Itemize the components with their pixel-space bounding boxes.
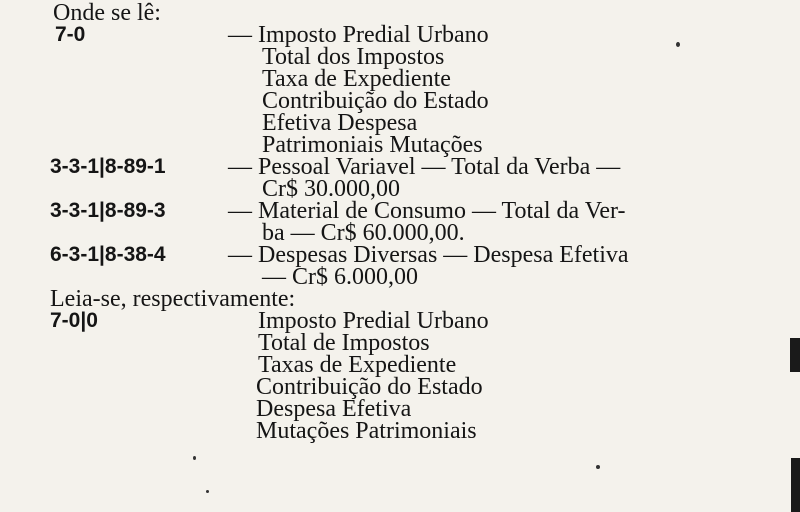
row-text: Despesa Efetiva — [256, 396, 412, 422]
row-text: Total de Impostos — [258, 330, 430, 356]
row-text: Mutações Patrimoniais — [256, 418, 477, 444]
row-text: — Pessoal Variavel — Total da Verba — — [228, 154, 621, 180]
row-text: Efetiva Despesa — [262, 110, 418, 136]
budget-code: 7-0 — [55, 23, 86, 46]
margin-ink-mark — [791, 458, 800, 512]
margin-ink-mark — [790, 338, 800, 372]
row-text: Taxa de Expediente — [262, 66, 451, 92]
budget-code: 7-0|0 — [50, 309, 98, 332]
row-text: — Imposto Predial Urbano — [228, 22, 489, 48]
row-text: Cr$ 30.000,00 — [262, 176, 400, 202]
intro-heading: Onde se lê: — [53, 0, 161, 26]
budget-code: 3-3-1|8-89-3 — [50, 199, 166, 222]
ink-speck — [596, 465, 600, 469]
ink-speck — [676, 42, 680, 47]
budget-code: 6-3-1|8-38-4 — [50, 243, 166, 266]
row-text: Patrimoniais Mutações — [262, 132, 483, 158]
row-text: — Material de Consumo — Total da Ver- — [228, 198, 626, 224]
row-text: — Despesas Diversas — Despesa Efetiva — [228, 242, 629, 268]
correction-heading: Leia-se, respectivamente: — [50, 286, 296, 312]
ink-speck — [193, 456, 196, 460]
ink-speck — [206, 490, 209, 493]
row-text: Taxas de Expediente — [258, 352, 457, 378]
row-text: Imposto Predial Urbano — [258, 308, 489, 334]
row-text: Contribuição do Estado — [256, 374, 483, 400]
row-text: Total dos Impostos — [262, 44, 445, 70]
budget-code: 3-3-1|8-89-1 — [50, 155, 166, 178]
row-text: Contribuição do Estado — [262, 88, 489, 114]
row-text: ba — Cr$ 60.000,00. — [262, 220, 465, 246]
row-text: — Cr$ 6.000,00 — [262, 264, 418, 290]
